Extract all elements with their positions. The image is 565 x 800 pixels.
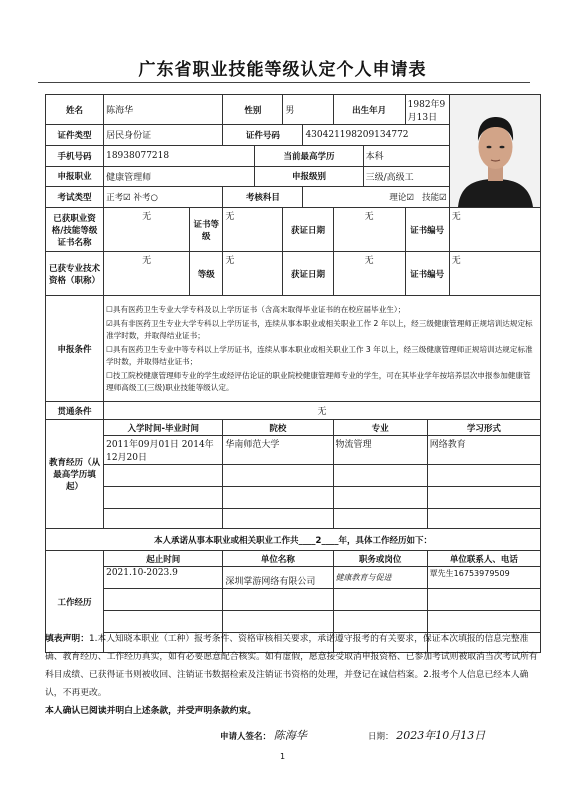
condition-checkbox[interactable]: ☐	[106, 344, 113, 354]
label-name: 姓名	[46, 95, 104, 125]
value-id-no: 430421198209134772	[303, 125, 449, 146]
table-row	[46, 465, 541, 487]
sign-area	[220, 727, 307, 743]
value-occupation: 健康管理师	[104, 166, 255, 187]
table-row	[46, 509, 541, 529]
declaration	[45, 630, 541, 720]
edu-header-major: 专业	[333, 420, 427, 436]
work-period: 2021.10-2023.9	[104, 567, 223, 589]
label-level: 申报级别	[255, 166, 363, 187]
exam-subject-options	[303, 187, 449, 208]
work-header-contact: 单位联系人、电话	[427, 551, 540, 567]
label-exam-subject: 考核科目	[223, 187, 303, 208]
work-contact: 覃先生16753979509	[427, 567, 540, 589]
label-conditions: 申报条件	[46, 296, 104, 402]
signature: 陈海华	[273, 729, 307, 742]
label-gender: 性别	[223, 95, 283, 125]
value-tech-level: 无	[223, 252, 283, 296]
value-obtained-tech: 无	[104, 252, 190, 296]
exam-make-label: 补考	[133, 193, 151, 204]
label-exam-type: 考试类型	[46, 187, 104, 208]
condition-item: ☑具有非医药卫生专业大学专科以上学历证书，连续从事本职业或相关职业工作 2 年以上，经三级健康管理师正规培训达规定标准学时数，并取得结业证书；	[106, 318, 533, 340]
skill-checkbox[interactable]: ☑	[439, 193, 447, 204]
value-name: 陈海华	[104, 95, 223, 125]
value-level: 三级/高级工	[363, 166, 449, 187]
edu-major: 物流管理	[333, 436, 427, 465]
work-header-period: 起止时间	[104, 551, 223, 567]
value-education: 本科	[363, 145, 449, 166]
label-phone: 手机号码	[46, 145, 104, 166]
value-gender: 男	[283, 95, 333, 125]
label-cert-level: 证书等级	[190, 208, 223, 252]
label-tech-level: 等级	[190, 252, 223, 296]
label-issue-date: 获证日期	[283, 208, 333, 252]
label-occupation: 申报职业	[46, 166, 104, 187]
table-row	[46, 567, 541, 589]
edu-form: 网络教育	[427, 436, 540, 465]
sign-label: 申请人签名：	[220, 732, 272, 742]
value-issue-date: 无	[333, 208, 405, 252]
page-number: 1	[279, 752, 286, 761]
label-obtained-tech: 已获专业技术资格（职称）	[46, 252, 104, 296]
condition-checkbox[interactable]: ☑	[106, 318, 113, 328]
date-area	[368, 727, 485, 743]
edu-school: 华南师范大学	[223, 436, 333, 465]
label-work-history: 工作经历	[46, 551, 104, 653]
label-id-type: 证件类型	[46, 125, 104, 146]
value-through: 无	[104, 402, 541, 420]
exam-normal-checkbox[interactable]: ☑	[123, 193, 131, 204]
table-row	[46, 589, 541, 611]
work-position: 健康教育与促进	[333, 567, 427, 589]
applicant-photo	[449, 95, 540, 208]
value-obtained-cert: 无	[104, 208, 190, 252]
value-phone: 18938077218	[104, 145, 255, 166]
label-cert-no: 证书编号	[405, 208, 449, 252]
title-rule	[38, 82, 530, 83]
declaration-confirm: 本人确认已阅读并明白上述条款，并受声明条款约束。	[45, 706, 257, 716]
date-label: 日期：	[368, 732, 394, 742]
work-header-position: 职务或岗位	[333, 551, 427, 567]
value-id-type: 居民身份证	[104, 125, 223, 146]
declaration-text: 1.本人知晓本职业（工种）报考条件、资格审核相关要求，承诺遵守报考的有关要求，保证本次填报的信息完整准确、教育经历、工作经历真实，如有必要愿意配合核实。如有虚假，愿意接受取消申报资格、已参加考试则被取消当次考试所有科目成绩、已获得证书则被收回、注销证书数据检索及注销证书资格的处理，并登记在诚信档案。2.报考个人信息已经本人确认，不再更改。	[45, 634, 538, 698]
label-id-no: 证件号码	[223, 125, 303, 146]
value-birth: 1982年9月13日	[405, 95, 449, 125]
work-statement: 本人承诺从事本职业或相关职业工作共____2____年，具体工作经历如下：	[46, 529, 541, 551]
condition-checkbox[interactable]: ☐	[106, 304, 113, 314]
condition-item: ☐具有医药卫生专业中等专科以上学历证书，连续从事本职业或相关职业工作 3 年以上，经三级健康管理师正规培训达规定标准学时数，并取得结业证书；	[106, 344, 533, 366]
form-title: 广东省职业技能等级认定个人申请表	[138, 60, 427, 80]
edu-header-form: 学习形式	[427, 420, 540, 436]
condition-item: ☐技工院校健康管理师专业的学生或经评估论证的职业院校健康管理师专业的学生，可在其毕业学年按培养层次申报参加健康管理师高级工(三级)职业技能等级认定。	[106, 370, 531, 392]
edu-period: 2011年09月01日 2014年12月20日	[104, 436, 223, 465]
label-birth: 出生年月	[333, 95, 405, 125]
label-education: 当前最高学历	[255, 145, 363, 166]
label-tech-cert-no: 证书编号	[405, 252, 449, 296]
exam-make-radio[interactable]: ○	[150, 193, 158, 204]
exam-normal-label: 正考	[106, 193, 124, 204]
conditions-list	[104, 296, 541, 402]
value-tech-issue-date: 无	[333, 252, 405, 296]
theory-checkbox[interactable]: ☑	[406, 193, 414, 204]
sign-date: 2023年10月13日	[396, 729, 486, 742]
skill-label: 技能	[422, 193, 440, 204]
condition-item: ☐具有医药卫生专业大学专科及以上学历证书（含高末取得毕业证书的在校应届毕业生）；	[106, 304, 406, 314]
work-header-company: 单位名称	[223, 551, 333, 567]
application-form	[45, 94, 541, 653]
value-tech-cert-no: 无	[449, 252, 540, 296]
exam-type-options	[104, 187, 223, 208]
table-row	[46, 436, 541, 465]
theory-label: 理论	[389, 193, 407, 204]
condition-checkbox[interactable]: ☐	[106, 370, 113, 380]
table-row	[46, 487, 541, 509]
label-through: 贯通条件	[46, 402, 104, 420]
label-edu-history: 教育经历（从最高学历填起）	[46, 420, 104, 529]
edu-header-school: 院校	[223, 420, 333, 436]
edu-header-period: 入学时间-毕业时间	[104, 420, 223, 436]
value-cert-no: 无	[449, 208, 540, 252]
value-cert-level: 无	[223, 208, 283, 252]
declaration-lead: 填表声明：	[45, 634, 89, 644]
label-tech-issue-date: 获证日期	[283, 252, 333, 296]
work-company: 深圳掌游网络有限公司	[223, 567, 333, 589]
label-obtained-cert: 已获职业资格/技能等级证书名称	[46, 208, 104, 252]
